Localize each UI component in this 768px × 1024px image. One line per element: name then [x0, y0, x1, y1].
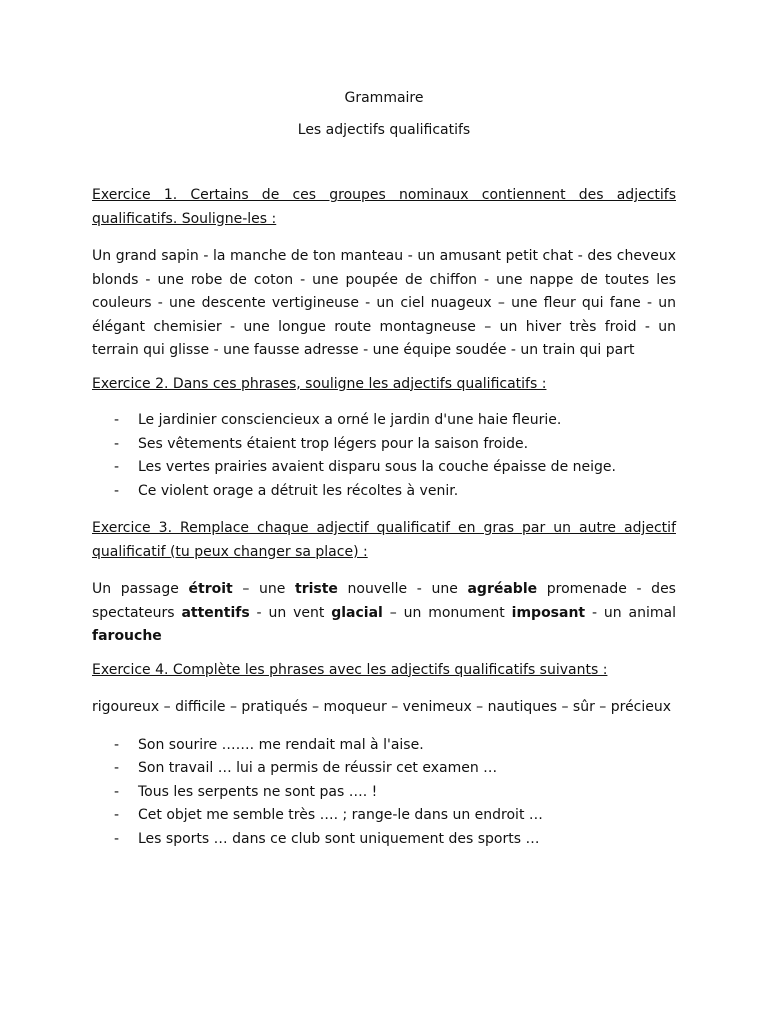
- exercise-4-list: [92, 734, 676, 852]
- list-dash: -: [114, 736, 120, 753]
- document-title: Grammaire: [344, 90, 424, 106]
- text-segment: promenade - des spectateurs: [92, 581, 676, 621]
- bold-adjective: imposant: [511, 604, 586, 621]
- list-item: [92, 734, 676, 758]
- list-item: [92, 480, 676, 504]
- list-item-text: Le jardinier consciencieux a orné le jardin d'une haie fleurie.: [138, 412, 562, 428]
- list-dash: -: [114, 412, 120, 428]
- text-segment: Un passage: [92, 581, 189, 597]
- list-item-text: Cet objet me semble très …. ; range-le dans un endroit …: [138, 807, 543, 823]
- list-dash: -: [114, 807, 120, 823]
- document-subtitle: Les adjectifs qualificatifs: [297, 122, 471, 138]
- exercise-4-word-list: rigoureux – difficile – pratiqués – moqueur – venimeux – nautiques – sûr – précieux: [92, 699, 672, 715]
- exercise-3-heading: Exercice 3. Remplace chaque adjectif qualificatif en gras par un autre adjectif qualificatif (tu peux changer sa place) :: [92, 520, 676, 560]
- list-dash: -: [114, 783, 120, 800]
- exercise-4-heading: Exercice 4. Complète les phrases avec les adjectifs qualificatifs suivants :: [92, 661, 608, 678]
- list-item: [92, 804, 676, 828]
- list-item: [92, 757, 676, 781]
- exercise-1-heading: Exercice 1. Certains de ces groupes nominaux contiennent des adjectifs qualificatifs. Souligne-les :: [92, 187, 676, 227]
- bold-adjective: agréable: [467, 581, 538, 597]
- exercise-2-heading: Exercice 2. Dans ces phrases, souligne les adjectifs qualificatifs :: [92, 375, 547, 392]
- exercise-2-list: [92, 409, 676, 503]
- list-dash: -: [114, 760, 120, 776]
- list-item: [92, 409, 676, 433]
- list-item-text: Les sports … dans ce club sont uniquement des sports …: [138, 830, 540, 847]
- text-segment: – une: [232, 581, 295, 597]
- list-dash: -: [114, 830, 120, 847]
- list-item: [92, 433, 676, 457]
- bold-adjective: glacial: [331, 604, 383, 621]
- bold-adjective: farouche: [92, 628, 162, 644]
- text-segment: nouvelle - une: [337, 581, 468, 597]
- list-item-text: Ses vêtements étaient trop légers pour la saison froide.: [138, 435, 529, 452]
- bold-adjective: attentifs: [181, 604, 250, 621]
- list-dash: -: [114, 435, 120, 452]
- text-segment: - un vent: [249, 604, 332, 621]
- list-item: [92, 781, 676, 805]
- list-dash: -: [114, 482, 120, 499]
- list-item-text: Les vertes prairies avaient disparu sous la couche épaisse de neige.: [138, 459, 616, 475]
- list-item-text: Son sourire ……. me rendait mal à l'aise.: [138, 736, 424, 753]
- bold-adjective: étroit: [188, 581, 233, 597]
- bold-adjective: triste: [295, 581, 338, 597]
- text-segment: - un animal: [585, 604, 676, 621]
- list-item: [92, 456, 676, 480]
- exercise-1-text: Un grand sapin - la manche de ton manteau - un amusant petit chat - des cheveux blonds - une robe de coton - une poupée de chiffon - une nappe de toutes les couleurs - une descente vertigineuse - un ciel nuageux – une fleur qui fane - un élégant chemisier - une longue route montagneuse – un hiver très froid - un terrain qui glisse - une fausse adresse - une équipe soudée - un train qui part: [92, 248, 676, 358]
- list-item: [92, 828, 676, 852]
- list-item-text: Tous les serpents ne sont pas …. !: [138, 783, 378, 800]
- list-item-text: Ce violent orage a détruit les récoltes à venir.: [138, 482, 459, 499]
- exercise-3-text: [92, 578, 676, 649]
- list-item-text: Son travail … lui a permis de réussir cet examen …: [138, 760, 498, 776]
- list-dash: -: [114, 459, 120, 475]
- text-segment: – un monument: [382, 604, 512, 621]
